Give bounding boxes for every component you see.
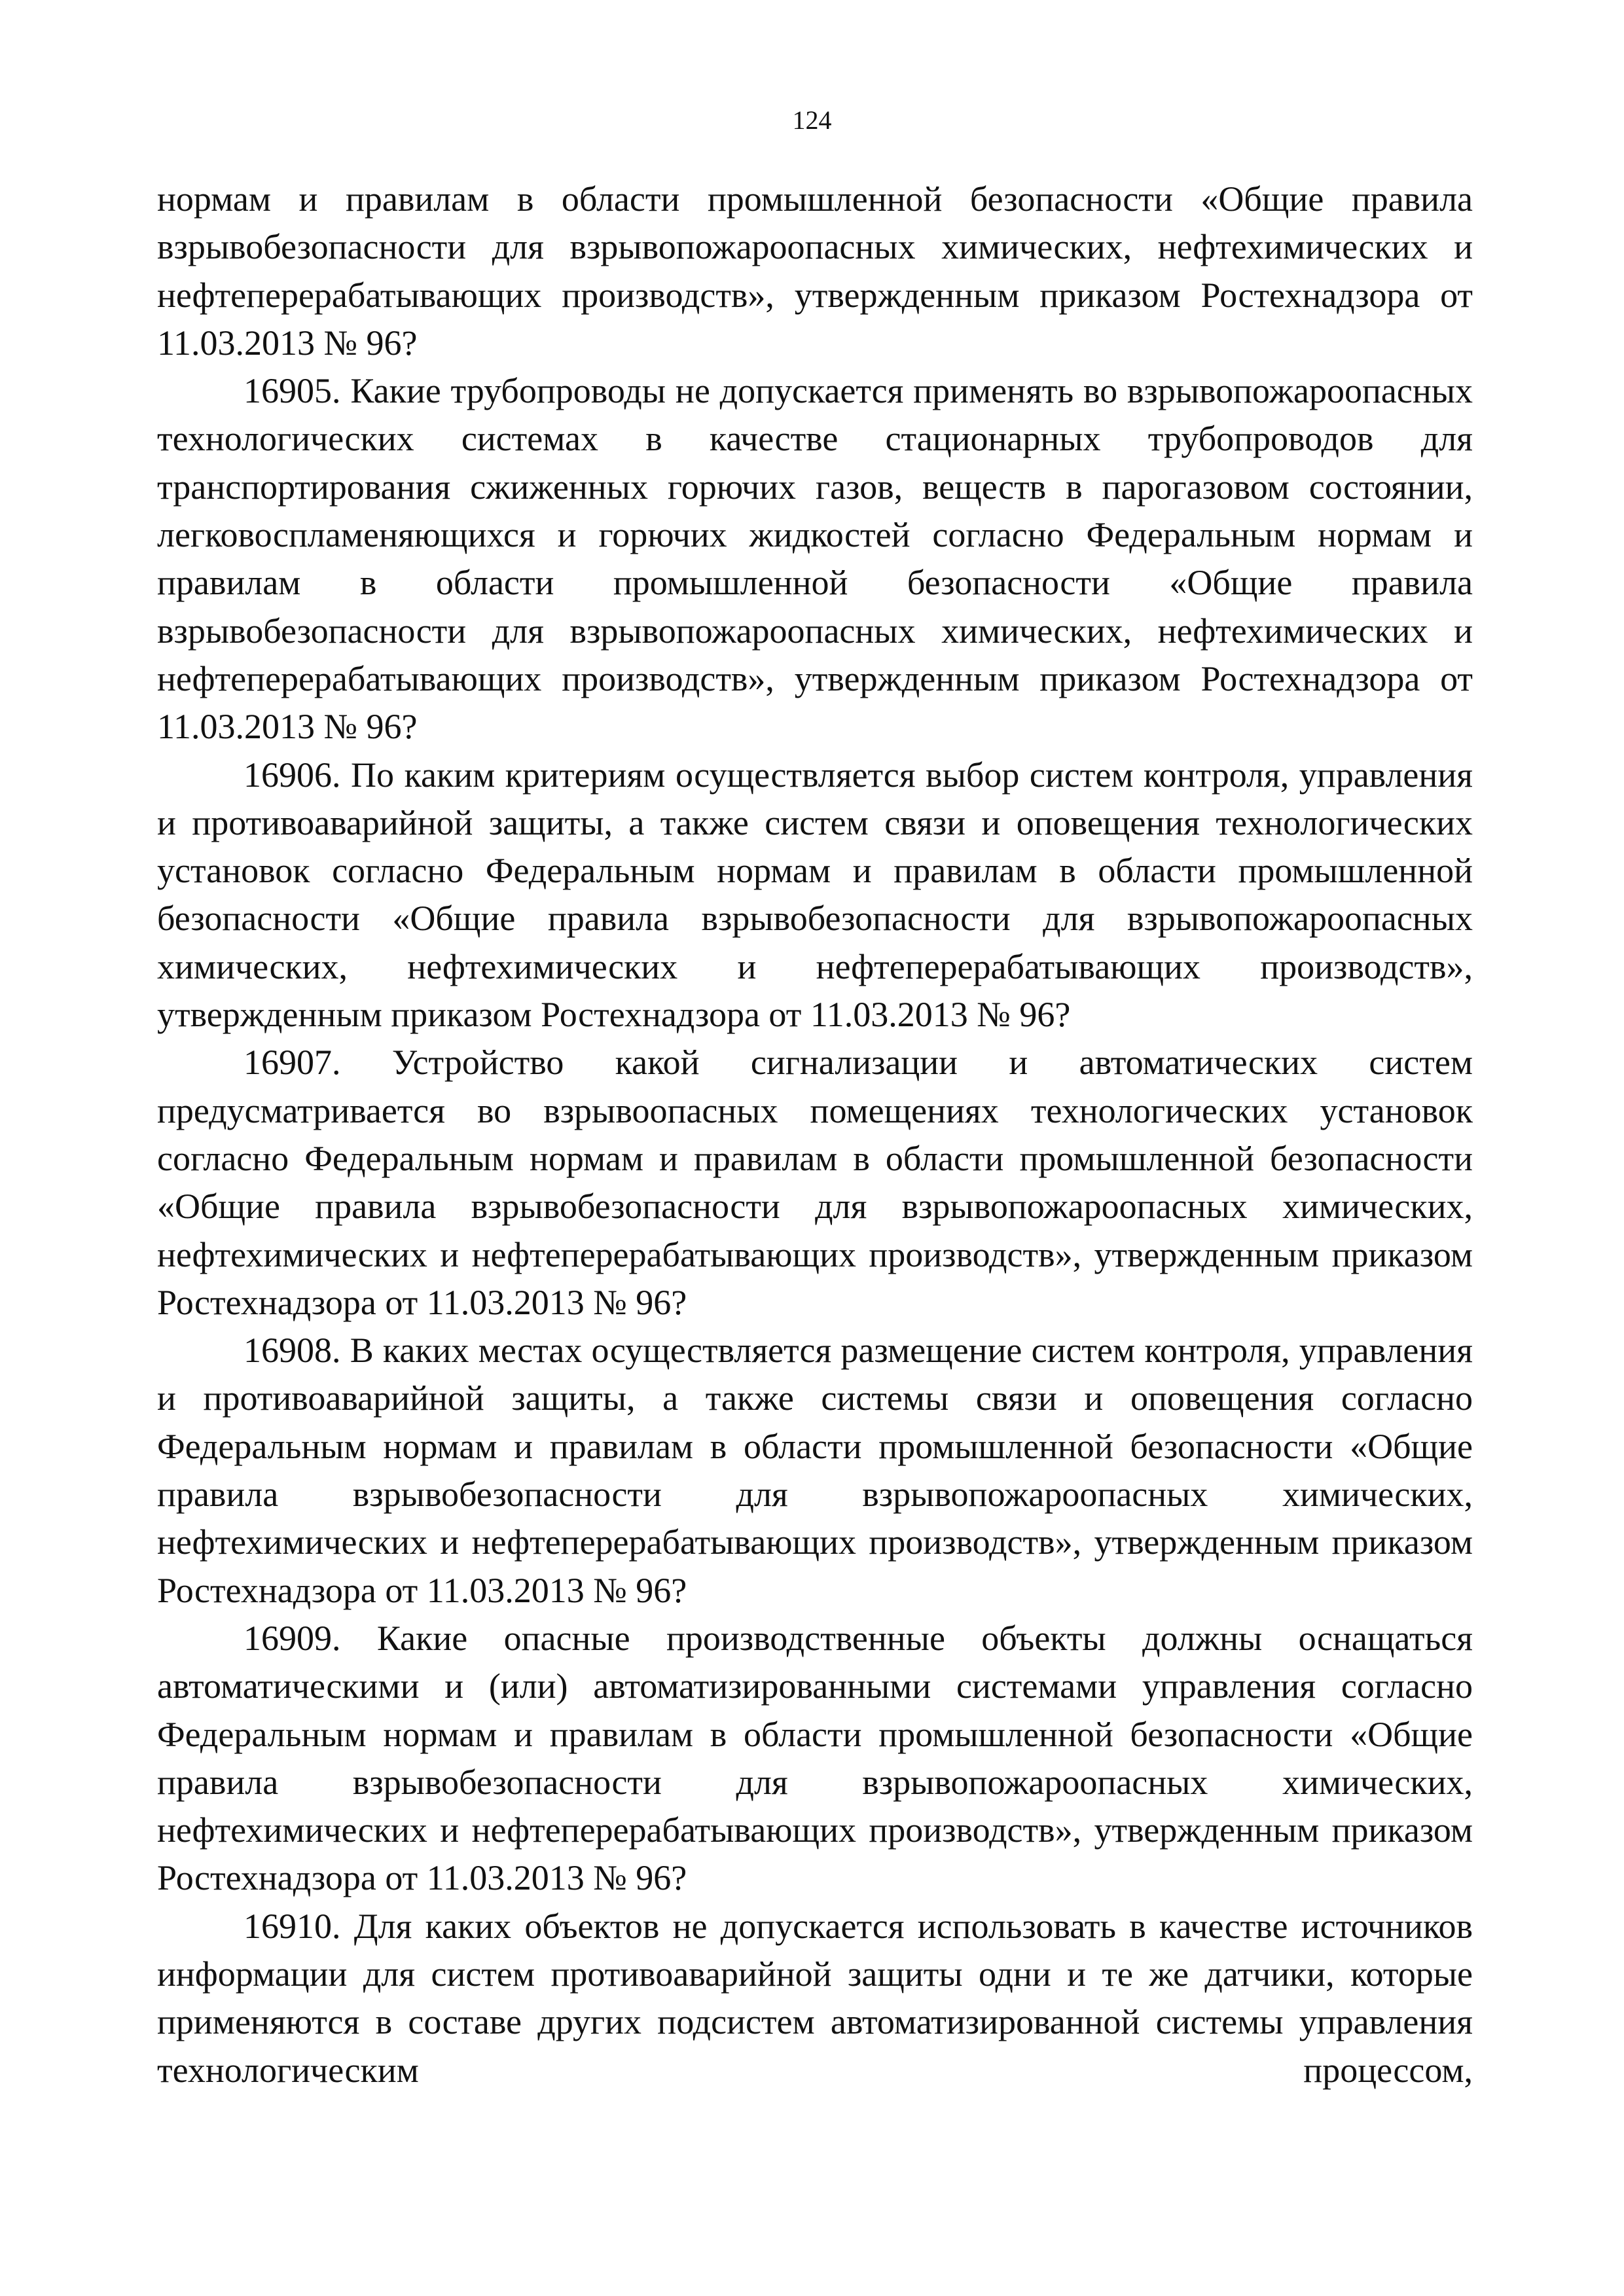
question-number: 16909. bbox=[244, 1618, 341, 1658]
paragraph-text: нормам и правилам в области промышленной безопасности «Общие правила взрывобезопасности для взрывопожароопасных химических, нефтехимических и нефтеперерабатывающих производств», утвержденным приказом Ростехнадзора от 11.03.2013 № 96? bbox=[157, 179, 1473, 363]
question-number: 16907. bbox=[244, 1043, 341, 1083]
question-text: В каких местах осуществляется размещение систем контроля, управления и противоаварийной защиты, а также системы связи и оповещения согласно Федеральным нормам и правилам в области промышленной безопасности «Общие правила взрывобезопасности для взрывопожароопасных химических, нефтехимических и нефтеперерабатывающих производств», утвержденным приказом Ростехнадзора от 11.03.2013 № 96? bbox=[157, 1331, 1473, 1610]
document-body bbox=[157, 175, 1473, 2094]
question-number: 16908. bbox=[244, 1331, 341, 1371]
question-16905 bbox=[157, 367, 1473, 751]
question-text: Какие опасные производственные объекты должны оснащаться автоматическими и (или) автоматизированными системами управления согласно Федеральным нормам и правилам в области промышленной безопасности «Общие правила взрывобезопасности для взрывопожароопасных химических, нефтехимических и нефтеперерабатывающих производств», утвержденным приказом Ростехнадзора от 11.03.2013 № 96? bbox=[157, 1618, 1473, 1898]
question-16910 bbox=[157, 1903, 1473, 2094]
question-text: Устройство какой сигнализации и автоматических систем предусматривается во взрывоопасных помещениях технологических установок согласно Федеральным нормам и правилам в области промышленной безопасности «Общие правила взрывобезопасности для взрывопожароопасных химических, нефтехимических и нефтеперерабатывающих производств», утвержденным приказом Ростехнадзора от 11.03.2013 № 96? bbox=[157, 1043, 1473, 1322]
paragraph-continuation bbox=[157, 175, 1473, 367]
question-text: Какие трубопроводы не допускается применять во взрывопожароопасных технологических системах в качестве стационарных трубопроводов для транспортирования сжиженных горючих газов, веществ в парогазовом состоянии, легковоспламеняющихся и горючих жидкостей согласно Федеральным нормам и правилам в области промышленной безопасности «Общие правила взрывобезопасности для взрывопожароопасных химических, нефтехимических и нефтеперерабатывающих производств», утвержденным приказом Ростехнадзора от 11.03.2013 № 96? bbox=[157, 371, 1473, 747]
question-16906 bbox=[157, 751, 1473, 1039]
question-16908 bbox=[157, 1327, 1473, 1615]
question-number: 16906. bbox=[244, 755, 341, 795]
question-text: Для каких объектов не допускается использовать в качестве источников информации для систем противоаварийной защиты одни и те же датчики, которые применяются в составе других подсистем автоматизированной системы управления технологическим процессом, bbox=[157, 1906, 1473, 2090]
question-number: 16910. bbox=[244, 1906, 341, 1946]
question-text: По каким критериям осуществляется выбор систем контроля, управления и противоаварийной защиты, а также систем связи и оповещения технологических установок согласно Федеральным нормам и правилам в области промышленной безопасности «Общие правила взрывобезопасности для взрывопожароопасных химических, нефтехимических и нефтеперерабатывающих производств», утвержденным приказом Ростехнадзора от 11.03.2013 № 96? bbox=[157, 755, 1473, 1035]
question-16909 bbox=[157, 1615, 1473, 1903]
page-number: 124 bbox=[792, 105, 832, 135]
question-16907 bbox=[157, 1039, 1473, 1327]
question-number: 16905. bbox=[244, 371, 341, 411]
